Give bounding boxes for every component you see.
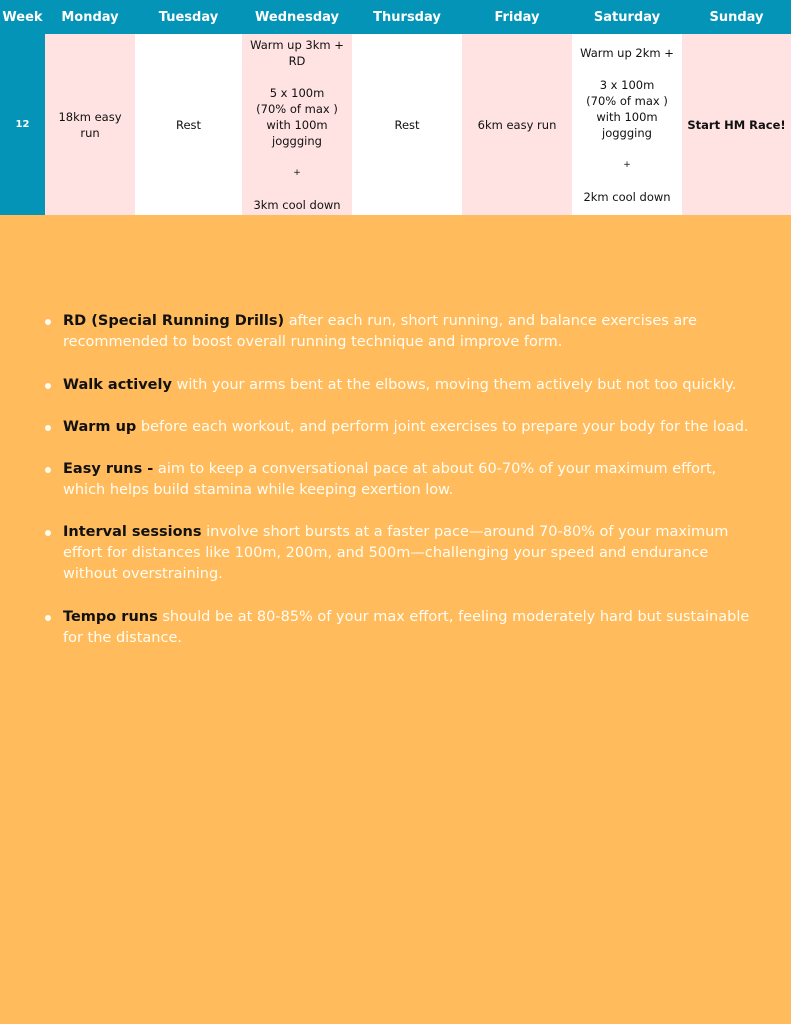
header-wednesday: Wednesday [242,0,352,34]
saturday-workout [572,34,682,215]
tip-term: Interval sessions [63,524,202,540]
tuesday-workout: Rest [135,34,242,215]
friday-workout: 6km easy run [462,34,572,215]
header-tuesday: Tuesday [135,0,242,34]
monday-workout: 18km easy run [45,34,135,215]
wednesday-workout [242,34,352,215]
tip-text: after each run, short running, and balance exercises are recommended to boost overall running technique and improve form. [63,313,697,350]
tip-item [44,417,754,438]
tip-term: Warm up [63,419,137,435]
tip-text: should be at 80-85% of your max effort, feeling moderately hard but sustainable for the distance. [63,609,750,646]
tip-item [44,459,754,501]
header-sunday: Sunday [682,0,791,34]
wednesday-plus: + [293,167,301,178]
tip-item [44,375,754,396]
sunday-workout: Start HM Race! [682,34,791,215]
tip-term: Walk actively [63,377,172,393]
header-saturday: Saturday [572,0,682,34]
tip-item [44,311,754,353]
wednesday-cooldown: 3km cool down [253,197,341,212]
thursday-workout: Rest [352,34,462,215]
header-week: Week [0,0,45,34]
saturday-cooldown: 2km cool down [583,189,671,204]
tip-item [44,607,754,649]
tip-text: before each workout, and perform joint exercises to prepare your body for the load. [136,419,749,435]
header-monday: Monday [45,0,135,34]
header-friday: Friday [462,0,572,34]
tip-term: Tempo runs [63,609,158,625]
tip-text: involve short bursts at a faster pace—around 70-80% of your maximum effort for distances like 100m, 200m, and 500m—challenging your speed and endurance without overstraining. [63,524,729,582]
training-tips-list [44,311,754,670]
saturday-workout-main: Warm up 2km + 3 x 100m (70% of max ) with 100m joggging [580,45,674,140]
tip-term: Easy runs - [63,461,154,477]
header-thursday: Thursday [352,0,462,34]
tip-term: RD (Special Running Drills) [63,313,285,329]
wednesday-workout-main: Warm up 3km + RD 5 x 100m (70% of max ) with 100m joggging [250,37,344,148]
tip-text: with your arms bent at the elbows, moving them actively but not too quickly. [171,377,737,393]
week-number: 12 [0,34,45,215]
tip-text: aim to keep a conversational pace at about 60-70% of your maximum effort, which helps build stamina while keeping exertion low. [63,461,717,498]
tip-item [44,522,754,585]
saturday-plus: + [623,159,631,170]
training-schedule-table [0,0,791,215]
